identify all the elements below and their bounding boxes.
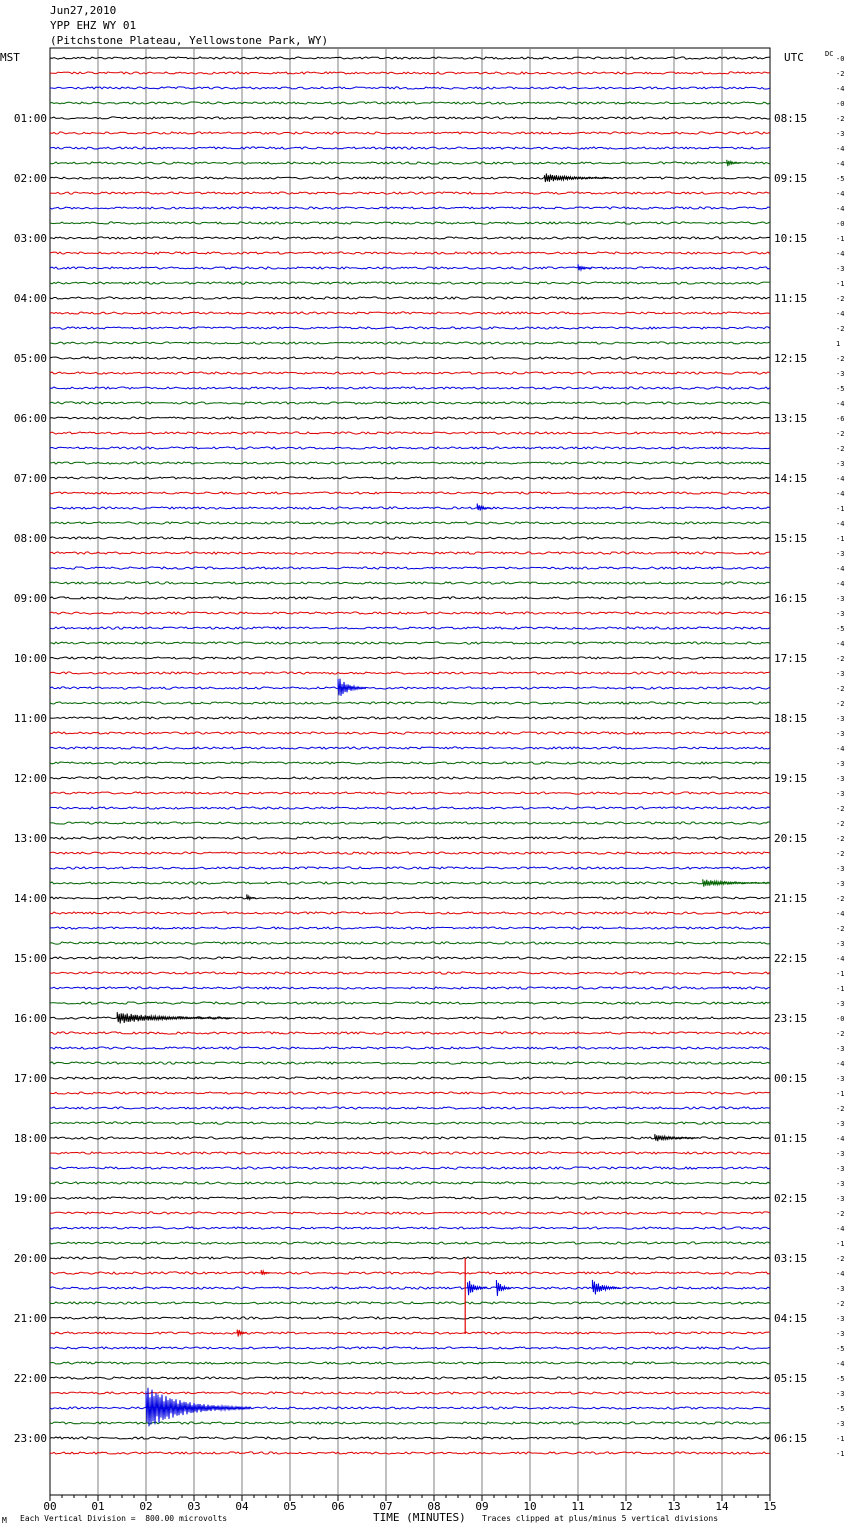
trace-line [50,1362,770,1364]
x-tick-label: 10 [523,1500,537,1513]
dc-offset-value: -2 [836,430,845,438]
trace-line [50,1152,770,1154]
left-hour-label: 08:00 [13,532,47,545]
dc-offset-value: -3 [836,1165,845,1173]
trace-line [50,942,770,944]
trace-line [50,702,770,704]
trace-line [50,852,770,854]
left-hour-label: 02:00 [13,172,47,185]
dc-offset-value: -2 [836,700,845,708]
trace-line [50,612,770,614]
trace-line [50,1032,770,1034]
trace-line [50,747,770,749]
dc-offset-value: -1 [836,1435,845,1443]
trace-line [50,717,770,719]
trace-group [50,57,770,1454]
dc-offset-value: -2 [836,655,845,663]
dc-offset-value: -3 [836,1330,845,1338]
dc-offset-value: -4 [836,205,845,213]
trace-line [50,567,770,569]
dc-offset-value: -1 [836,985,845,993]
trace-line [50,972,770,974]
dc-offset-value: -6 [836,415,845,423]
trace-line [50,552,770,554]
dc-offset-value: -3 [836,1150,845,1158]
right-hour-label: 00:15 [774,1072,808,1085]
dc-offset-value: -2 [836,820,845,828]
trace-line [50,1257,770,1259]
dc-offset-value: -3 [836,130,845,138]
left-hour-label: 15:00 [13,952,47,965]
trace-line [50,537,770,539]
right-hour-label: 09:15 [774,172,808,185]
trace-line [50,207,770,209]
corner-mark: M [2,1516,7,1525]
right-hour-label: 15:15 [774,532,808,545]
trace-line [50,357,770,359]
trace-line [50,672,770,674]
trace-line [50,102,770,104]
trace-line [50,117,770,119]
trace-line [50,1047,770,1049]
x-tick-label: 02 [139,1500,153,1513]
dc-offset-value: -2 [836,805,845,813]
left-hour-label: 17:00 [13,1072,47,1085]
trace-line [50,1107,770,1109]
trace-line [50,522,770,524]
x-tick-label: 01 [91,1500,105,1513]
trace-line [50,867,770,869]
seismic-event [477,504,491,511]
dc-offset-value: -2 [836,925,845,933]
dc-offset-value: -2 [836,325,845,333]
dc-offset-value: -3 [836,1000,845,1008]
dc-offset-value: -3 [836,550,845,558]
right-timezone-label: UTC [784,51,804,64]
trace-line [50,1437,770,1439]
right-hour-label: 16:15 [774,592,808,605]
dc-offset-value: -2 [836,835,845,843]
dc-offset-value: -1 [836,1090,845,1098]
dc-offset-value: -4 [836,1135,845,1143]
trace-line [50,507,770,509]
dc-offset-value: -4 [836,490,845,498]
right-hour-label: 06:15 [774,1432,808,1445]
x-tick-label: 04 [235,1500,249,1513]
left-hour-label: 23:00 [13,1432,47,1445]
dc-offset-value: -2 [836,1300,845,1308]
trace-line [50,762,770,764]
left-hour-label: 21:00 [13,1312,47,1325]
trace-line [50,1062,770,1064]
dc-offset-value: -3 [836,595,845,603]
dc-offset-value: -4 [836,310,845,318]
dc-offset-value: -2 [836,355,845,363]
trace-line [50,1182,770,1184]
station-code: YPP EHZ WY 01 [50,19,137,32]
record-date: Jun27,2010 [50,4,117,17]
right-hour-label: 18:15 [774,712,808,725]
dc-offset-value: -4 [836,520,845,528]
trace-line [50,642,770,644]
dc-offset-value: -5 [836,1405,845,1413]
trace-line [50,777,770,779]
right-hour-label: 05:15 [774,1372,808,1385]
trace-line [50,1167,770,1169]
x-tick-label: 00 [43,1500,57,1513]
dc-offset-value: -4 [836,955,845,963]
trace-line [50,807,770,809]
trace-line [50,687,770,689]
dc-offset-value: -3 [836,460,845,468]
dc-offset-value: -4 [836,565,845,573]
dc-offset-value: -3 [836,865,845,873]
dc-offset-value: -0 [836,220,845,228]
x-tick-label: 13 [667,1500,681,1513]
seismic-event [468,1281,487,1295]
dc-offset-value: -4 [836,190,845,198]
left-timezone-label: MST [0,51,20,64]
trace-line [50,1272,770,1274]
plot-frame [50,48,770,1495]
trace-line [50,1122,770,1124]
left-hour-label: 18:00 [13,1132,47,1145]
dc-offset-value: -3 [836,1285,845,1293]
trace-line [50,987,770,989]
trace-line [50,582,770,584]
trace-line [50,597,770,599]
trace-line [50,1452,770,1454]
right-hour-label: 11:15 [774,292,808,305]
dc-offset-value: -4 [836,580,845,588]
trace-line [50,312,770,314]
x-tick-label: 15 [763,1500,777,1513]
seismic-event [261,1270,270,1275]
dc-offset-value: -2 [836,850,845,858]
trace-line [50,282,770,284]
seismic-event [703,879,770,886]
trace-line [50,1422,770,1424]
trace-line [50,387,770,389]
dc-offset-value: -3 [836,1315,845,1323]
right-hour-label: 17:15 [774,652,808,665]
dc-offset-value: -1 [836,535,845,543]
dc-offset-value: -2 [836,445,845,453]
left-hour-label: 12:00 [13,772,47,785]
trace-line [50,87,770,89]
left-hour-label: 01:00 [13,112,47,125]
dc-offset-value: -3 [836,790,845,798]
station-location: (Pitchstone Plateau, Yellowstone Park, WY) [50,34,329,47]
trace-line [50,237,770,239]
dc-offset-value: -0 [836,55,845,63]
trace-line [50,372,770,374]
right-hour-label: 02:15 [774,1192,808,1205]
dc-offset-value: -3 [836,1075,845,1083]
seismic-event [727,160,741,166]
dc-offset-value: -3 [836,940,845,948]
dc-offset-value: -2 [836,70,845,78]
trace-line [50,1002,770,1004]
trace-line [50,492,770,494]
trace-line [50,732,770,734]
left-hour-label: 10:00 [13,652,47,665]
dc-offset-value: -4 [836,250,845,258]
dc-offset-value: -2 [836,1105,845,1113]
seismic-event [247,894,256,899]
left-hour-label: 04:00 [13,292,47,305]
dc-offset-value: -2 [836,685,845,693]
trace-line [50,1077,770,1079]
trace-line [50,1347,770,1349]
x-tick-label: 12 [619,1500,633,1513]
trace-line [50,882,770,884]
dc-offset-value: -1 [836,280,845,288]
trace-line [50,477,770,479]
dc-offset-value: -1 [836,235,845,243]
trace-line [50,342,770,344]
trace-line [50,192,770,194]
right-hour-label: 01:15 [774,1132,808,1145]
dc-offset-value: -3 [836,1045,845,1053]
left-hour-label: 14:00 [13,892,47,905]
dc-offset-value: -4 [836,1360,845,1368]
trace-line [50,402,770,404]
left-hour-label: 22:00 [13,1372,47,1385]
seismic-event [496,1280,510,1296]
trace-line [50,267,770,269]
dc-offset-value: 1 [836,340,841,348]
left-hour-label: 16:00 [13,1012,47,1025]
seismic-event [146,1388,251,1427]
right-hour-label: 14:15 [774,472,808,485]
left-hour-label: 19:00 [13,1192,47,1205]
trace-line [50,927,770,929]
left-hour-label: 07:00 [13,472,47,485]
seismic-event [117,1012,232,1023]
dc-offset-value: -1 [836,1450,845,1458]
dc-offset-value: -4 [836,475,845,483]
right-hour-label: 03:15 [774,1252,808,1265]
clip-note: Traces clipped at plus/minus 5 vertical divisions [482,1514,719,1523]
dc-offset-value: -2 [836,1030,845,1038]
trace-line [50,1212,770,1214]
x-tick-label: 07 [379,1500,393,1513]
dc-offset-value: -3 [836,670,845,678]
left-hour-label: 09:00 [13,592,47,605]
trace-line [50,147,770,149]
seismic-event [338,679,366,696]
right-hour-label: 04:15 [774,1312,808,1325]
seismic-event [592,1280,620,1295]
x-tick-label: 08 [427,1500,441,1513]
dc-offset-value: -3 [836,370,845,378]
trace-line [50,1302,770,1304]
right-hour-label: 12:15 [774,352,808,365]
dc-offset-value: -4 [836,145,845,153]
x-tick-label: 06 [331,1500,345,1513]
trace-line [50,222,770,224]
right-hour-label: 13:15 [774,412,808,425]
dc-offset-value: -3 [836,610,845,618]
trace-line [50,297,770,299]
trace-line [50,897,770,899]
trace-line [50,1392,770,1394]
trace-line [50,912,770,914]
dc-offset-value: -3 [836,880,845,888]
trace-line [50,657,770,659]
right-hour-label: 22:15 [774,952,808,965]
trace-line [50,1332,770,1334]
dc-offset-value: -3 [836,1195,845,1203]
minute-grid [50,48,770,1501]
right-hour-label: 08:15 [774,112,808,125]
trace-line [50,162,770,164]
seismic-event [655,1134,698,1141]
trace-line [50,627,770,629]
dc-offset-value: -3 [836,1390,845,1398]
x-tick-label: 11 [571,1500,585,1513]
x-tick-label: 03 [187,1500,201,1513]
dc-offset-value: -1 [836,505,845,513]
dc-offset-value: -3 [836,760,845,768]
dc-offset-value: -3 [836,1420,845,1428]
trace-line [50,822,770,824]
dc-offset-value: -5 [836,1345,845,1353]
trace-line [50,462,770,464]
dc-offset-value: -4 [836,910,845,918]
x-tick-label: 09 [475,1500,489,1513]
left-hour-label: 20:00 [13,1252,47,1265]
left-hour-label: 11:00 [13,712,47,725]
dc-offset-value: -0 [836,1015,845,1023]
trace-line [50,1287,770,1289]
trace-line [50,957,770,959]
dc-offset-value: -2 [836,1210,845,1218]
trace-line [50,447,770,449]
x-tick-label: 14 [715,1500,729,1513]
dc-offset-value: -3 [836,730,845,738]
trace-line [50,1227,770,1229]
dc-offset-value: -3 [836,715,845,723]
dc-offset-value: -5 [836,175,845,183]
scale-note: Each Vertical Division = 800.00 microvolts [20,1514,228,1523]
x-tick-label: 05 [283,1500,297,1513]
dc-offset-value: -2 [836,115,845,123]
dc-offset-value: -2 [836,295,845,303]
x-axis-title: TIME (MINUTES) [373,1511,466,1524]
left-hour-label: 03:00 [13,232,47,245]
right-hour-label: 20:15 [774,832,808,845]
dc-offset-value: -4 [836,640,845,648]
right-hour-label: 21:15 [774,892,808,905]
dc-offset-value: -3 [836,1120,845,1128]
trace-line [50,1197,770,1199]
right-hour-label: 19:15 [774,772,808,785]
left-hour-label: 05:00 [13,352,47,365]
dc-offset-value: -2 [836,1255,845,1263]
trace-line [50,252,770,254]
trace-line [50,1092,770,1094]
dc-offset-value: -4 [836,1270,845,1278]
dc-offset-value: -4 [836,160,845,168]
dc-offset-value: -1 [836,1240,845,1248]
dc-offset-value: -4 [836,85,845,93]
trace-line [50,1317,770,1319]
right-hour-label: 23:15 [774,1012,808,1025]
trace-line [50,1377,770,1379]
trace-line [50,327,770,329]
label-group [0,50,844,1513]
dc-offset-value: -4 [836,400,845,408]
dc-offset-value: -3 [836,775,845,783]
dc-offset-value: -4 [836,1225,845,1233]
dc-offset-value: -2 [836,895,845,903]
dc-header-label: DC [825,50,834,58]
dc-offset-value: -3 [836,1180,845,1188]
trace-line [50,432,770,434]
left-hour-label: 06:00 [13,412,47,425]
dc-offset-value: -4 [836,1060,845,1068]
dc-offset-value: -5 [836,1375,845,1383]
left-hour-label: 13:00 [13,832,47,845]
trace-line [50,132,770,134]
trace-line [50,837,770,839]
right-hour-label: 10:15 [774,232,808,245]
dc-offset-value: -1 [836,970,845,978]
dc-offset-value: -0 [836,100,845,108]
trace-line [50,177,770,179]
dc-offset-value: -3 [836,265,845,273]
trace-line [50,792,770,794]
trace-line [50,72,770,74]
dc-offset-value: -5 [836,385,845,393]
trace-line [50,417,770,419]
dc-offset-value: -5 [836,625,845,633]
trace-line [50,57,770,59]
dc-offset-value: -4 [836,745,845,753]
trace-line [50,1242,770,1244]
